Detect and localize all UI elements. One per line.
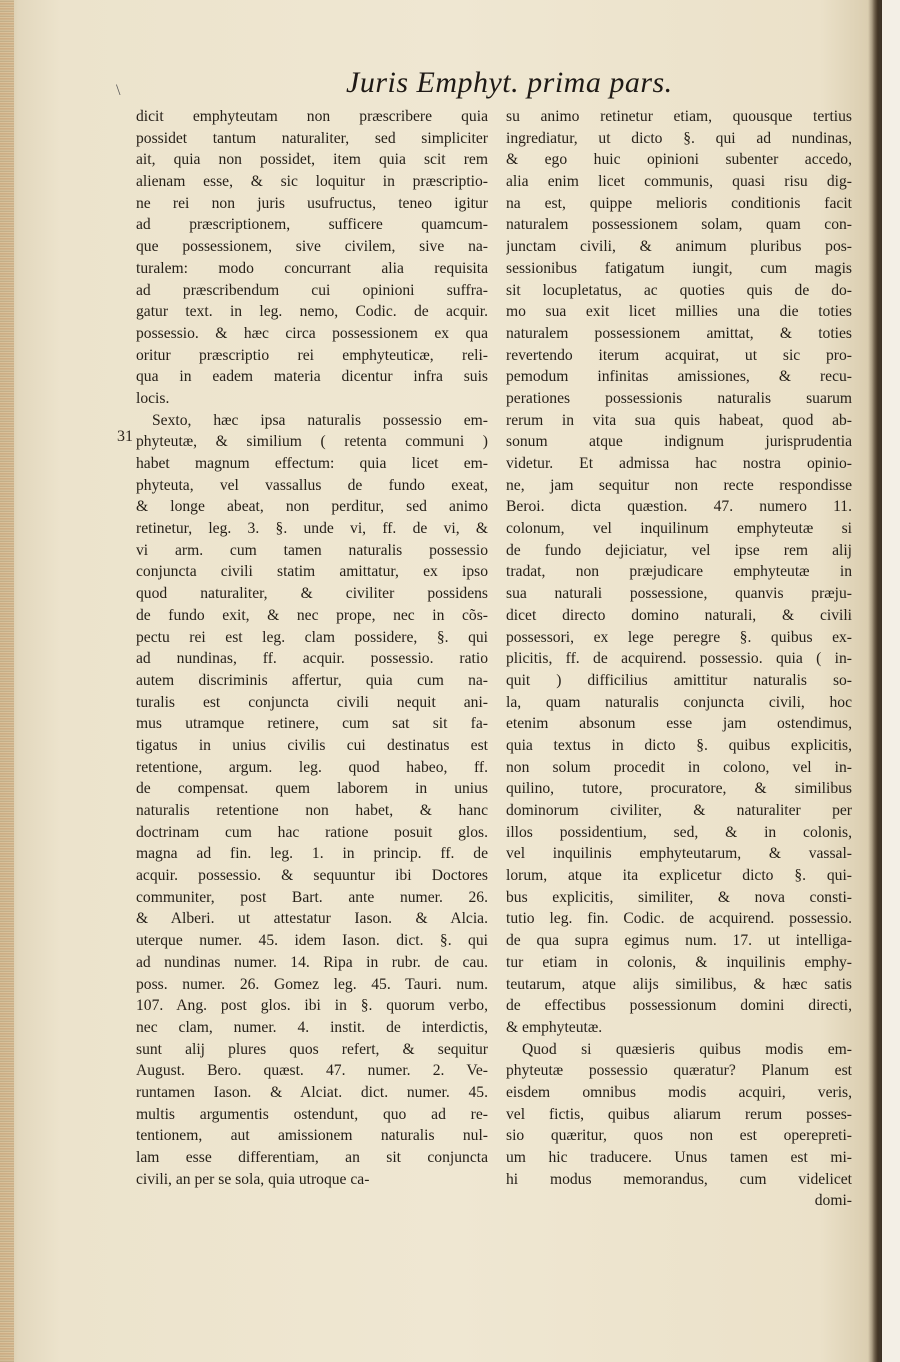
left-column: [136, 106, 488, 1190]
text-line: de fundo dejiciatur, vel ipse rem alij: [506, 541, 852, 559]
text-line: Sexto, hæc ipsa naturalis possessio em-: [152, 411, 488, 429]
text-line: sonum atque indignum jurisprudentia: [506, 433, 852, 451]
text-line: uterque numer. 45. idem Iason. dict. §. qui: [136, 932, 488, 950]
right-column: [506, 106, 852, 1212]
text-line: perationes possessionis naturalis suarum: [506, 389, 852, 407]
text-line: revertendo iterum acquirat, ut sic pro-: [506, 346, 852, 364]
text-line: ait, quia non possidet, item quia scit rem: [136, 151, 488, 169]
text-line: la, quam naturalis conjuncta civili, hoc: [506, 693, 852, 711]
text-line: pemodum infinitas amissiones, & recu-: [506, 368, 852, 386]
text-line: phyteuta, vel vassallus de fundo exeat,: [136, 476, 488, 494]
text-line: Quod si quæsieris quibus modis em-: [522, 1040, 852, 1058]
text-line: naturalem possessionem amittat, & toties: [506, 324, 852, 342]
text-line: de effectibus possessionum domini directi,: [506, 997, 852, 1015]
text-line: gatur text. in leg. nemo, Codic. de acquir.: [136, 303, 488, 321]
text-line: tentionem, aut amissionem naturalis nul-: [136, 1127, 488, 1145]
text-line: lam esse differentiam, an sit conjuncta: [136, 1149, 488, 1166]
text-line: videtur. Et admissa hac nostra opinio-: [506, 455, 852, 472]
text-line: alia enim licet communis, quasi risu dig-: [506, 173, 852, 191]
text-line: alienam esse, & sic loquitur in præscriptio-: [136, 173, 488, 191]
text-line: na est, quippe melioris conditionis facit: [506, 194, 852, 212]
text-line: ne rei non juris usufructus, teneo igitur: [136, 194, 488, 212]
text-line: ad præscriptionem, sufficere quamcum-: [136, 216, 488, 234]
text-line: & ego huic opinioni subenter accedo,: [506, 151, 852, 169]
text-line: possessio. & hæc circa possessionem ex qua: [136, 324, 488, 342]
text-line: possidet tantum naturaliter, sed simpliciter: [136, 129, 488, 147]
text-line: quia textus in dicto §. quibus explicitis,: [506, 736, 852, 754]
text-line: mo sua exit licet millies una die toties: [506, 303, 852, 321]
text-line: tradat, non præjudicare emphyteutæ in: [506, 563, 852, 581]
text-line: sessionibus fatigatum iungit, cum magis: [506, 259, 852, 277]
text-line: ne, jam sequitur non recte respondisse: [506, 476, 852, 494]
text-line: etenim absonum esse jam ostendimus,: [506, 715, 852, 733]
text-line: 107. Ang. post glos. ibi in §. quorum verbo,: [136, 997, 488, 1015]
text-line: vel fictis, quibus aliarum rerum posses-: [506, 1105, 852, 1123]
text-line: dicit emphyteutam non præscribere quia: [136, 108, 488, 125]
text-line: de fundo exit, & nec prope, nec in cõs-: [136, 606, 488, 624]
text-line: phyteutæ, & similium ( retenta communi ): [136, 433, 488, 451]
text-line: que possessionem, sive civilem, sive na-: [136, 238, 488, 256]
text-line: lorum, atque ita explicetur dicto §. qui-: [506, 867, 852, 885]
text-line: pectu rei est leg. clam possidere, §. qui: [136, 628, 488, 646]
text-line: habet magnum effectum: quia licet em-: [136, 455, 488, 472]
text-line: Beroi. dicta quæstion. 47. numero 11.: [506, 498, 852, 516]
text-line: hi modus memorandus, cum videlicet: [506, 1170, 852, 1188]
text-line: dicet directo domino naturali, & civili: [506, 606, 852, 624]
text-line: conjuncta civili statim amittatur, ex ipso: [136, 563, 488, 581]
text-line: ad nundinas numer. 14. Ripa in rubr. de cau.: [136, 953, 488, 971]
text-line: bus explicitis, similiter, & nova consti-: [506, 888, 852, 906]
text-line: magna ad fin. leg. 1. in princip. ff. de: [136, 845, 488, 863]
text-line: & emphyteutæ.: [506, 1018, 603, 1036]
text-line: dominorum civiliter, & naturaliter per: [506, 802, 852, 819]
text-line: quod naturaliter, & civiliter possidens: [136, 585, 488, 603]
text-line: turalem: modo concurrant alia requisita: [136, 259, 488, 277]
text-line: domi-: [814, 1192, 852, 1210]
text-line: communiter, post Bart. ante numer. 26.: [136, 888, 488, 906]
text-line: tur etiam in colonis, & inquilinis emphy-: [506, 953, 852, 971]
text-line: rerum in vita sua quis habeat, quod ab-: [506, 411, 852, 429]
text-line: sua naturali possessione, quanvis præju-: [506, 585, 852, 603]
page-edge: [0, 0, 14, 1362]
text-line: colonum, vel inquilinum emphyteutæ si: [506, 520, 852, 538]
binding-shadow: [868, 0, 882, 1362]
facing-page-edge: [882, 0, 900, 1362]
text-line: vel inquilinis emphyteutarum, & vassal-: [506, 845, 852, 863]
text-line: ad nundinas, ff. acquir. possessio. ratio: [136, 650, 488, 668]
text-line: oritur præscriptio rei emphyteuticæ, reli-: [136, 346, 488, 364]
text-line: runtamen Iason. & Alciat. dict. numer. 45.: [136, 1083, 488, 1101]
text-line: de qua supra egimus num. 17. ut intelliga-: [506, 932, 852, 950]
margin-number: 31: [117, 428, 133, 445]
text-line: possessori, ex lege peregre §. quibus ex-: [506, 628, 852, 646]
text-line: quilino, tutore, procuratore, & similibus: [506, 780, 852, 798]
text-line: non solum procedit in colono, vel in-: [506, 758, 852, 776]
text-line: de compensat. quem laborem in unius: [136, 780, 488, 798]
text-line: & longe abeat, non perditur, sed animo: [136, 498, 488, 516]
text-line: ingrediatur, ut dicto §. qui ad nundinas,: [506, 129, 852, 147]
text-line: qua in eadem materia dicentur infra suis: [136, 368, 488, 386]
text-line: tigatus in unius civilis cui destinatus est: [136, 736, 488, 754]
text-line: illos possidentium, sed, & in colonis,: [506, 823, 852, 841]
text-line: vi arm. cum tamen naturalis possessio: [136, 541, 488, 559]
text-line: retentione, argum. leg. quod habeo, ff.: [136, 758, 488, 776]
running-head: Juris Emphyt. prima pars.: [346, 66, 673, 99]
text-line: tutio leg. fin. Codic. de acquirend. possessio.: [506, 910, 852, 928]
text-line: turalis est conjuncta civili nequit ani-: [136, 693, 488, 711]
text-line: sunt alij plures quos refert, & sequitur: [136, 1040, 488, 1058]
text-line: junctam civili, & animum pluribus pos-: [506, 238, 852, 256]
text-line: su animo retinetur etiam, quousque tertius: [506, 108, 852, 125]
text-line: retinetur, leg. 3. §. unde vi, ff. de vi, &: [136, 520, 488, 538]
text-line: naturalem possessionem solam, quam con-: [506, 216, 852, 234]
text-line: quit ) difficilius amittitur naturalis so-: [506, 671, 852, 689]
text-line: ad præscribendum cui opinioni suffra-: [136, 281, 488, 299]
text-line: acquir. possessio. & sequuntur ibi Doctores: [136, 867, 488, 885]
corner-mark: \: [116, 82, 121, 99]
text-line: locis.: [136, 389, 170, 407]
text-line: & Alberi. ut attestatur Iason. & Alcia.: [136, 910, 488, 928]
text-line: plicitis, ff. de acquirend. possessio. quia ( in-: [506, 650, 852, 668]
text-line: poss. numer. 26. Gomez leg. 45. Tauri. num.: [136, 975, 488, 993]
text-line: sio quæritur, quos non est operepreti-: [506, 1127, 852, 1145]
text-line: um hic traducere. Unus tamen est mi-: [506, 1149, 852, 1166]
text-line: nec clam, numer. 4. instit. de interdictis,: [136, 1018, 488, 1036]
text-line: doctrinam cum hac ratione posuit glos.: [136, 823, 488, 841]
text-line: eisdem omnibus modis acquiri, veris,: [506, 1083, 852, 1101]
text-line: mus utramque retinere, cum sat sit fa-: [136, 715, 488, 733]
text-line: phyteutæ possessio quæratur? Planum est: [506, 1062, 852, 1080]
text-line: autem discriminis affertur, quia cum na-: [136, 671, 488, 689]
text-line: naturalis retentione non habet, & hanc: [136, 802, 488, 819]
text-line: sit locupletatus, ac quoties quis de do-: [506, 281, 852, 299]
text-line: teutarum, atque alijs similibus, & hæc satis: [506, 975, 852, 993]
text-line: August. Bero. quæst. 47. numer. 2. Ve-: [136, 1062, 488, 1080]
text-line: civili, an per se sola, quia utroque ca-: [136, 1170, 370, 1188]
text-line: multis argumentis ostendunt, quo ad re-: [136, 1105, 488, 1123]
